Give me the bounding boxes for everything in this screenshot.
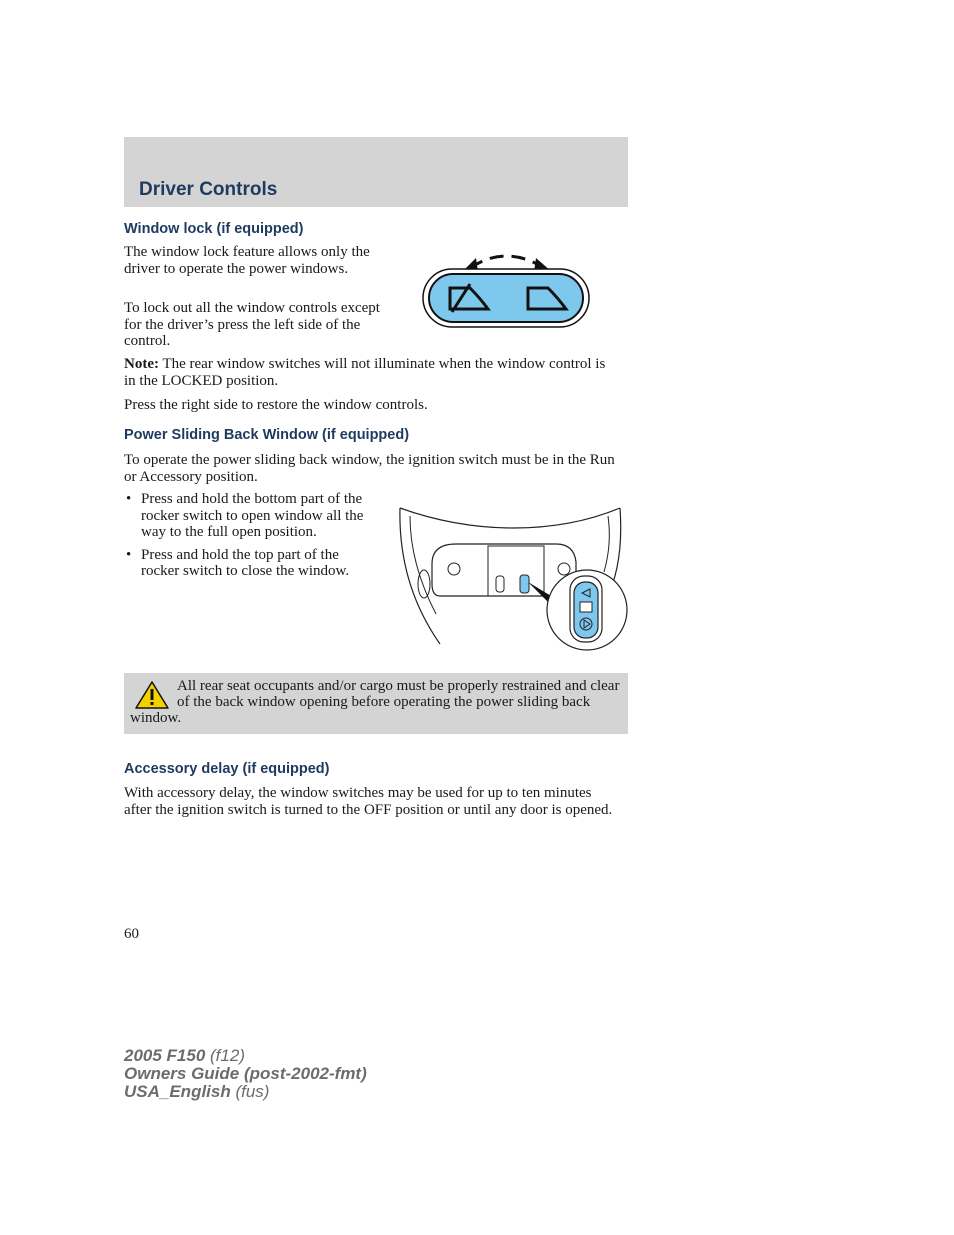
warning-box xyxy=(124,673,628,734)
window-lock-para-3: Press the right side to restore the window controls. xyxy=(124,397,428,413)
window-lock-heading: Window lock (if equipped) xyxy=(124,221,304,237)
footer-model: 2005 F150 xyxy=(124,1046,206,1065)
note-text: The rear window switches will not illuminate when the window control is in the LOCKED position. xyxy=(124,356,606,389)
section-title: Driver Controls xyxy=(139,179,278,200)
accessory-delay-heading: Accessory delay (if equipped) xyxy=(124,761,330,777)
warning-triangle-icon xyxy=(134,680,170,710)
footer-language: USA_English xyxy=(124,1082,231,1101)
footer-language-code: (fus) xyxy=(230,1082,270,1101)
accessory-delay-para: With accessory delay, the window switches may be used for up to ten minutes after the ignition switch is turned to the OFF position or until any door is opened. xyxy=(124,785,613,818)
document-footer xyxy=(124,1047,367,1101)
window-lock-switch-illustration xyxy=(418,246,594,332)
footer-line-1 xyxy=(124,1047,367,1065)
sliding-window-heading: Power Sliding Back Window (if equipped) xyxy=(124,427,410,443)
footer-line-3 xyxy=(124,1083,367,1101)
sliding-window-bullets xyxy=(124,491,378,586)
window-lock-para-2: To lock out all the window controls except for the driver’s press the left side of the control. xyxy=(124,300,380,349)
footer-line-2 xyxy=(124,1065,367,1083)
bullet-open-window: • Press and hold the bottom part of the rocker switch to open window all the way to the full open position. xyxy=(124,491,378,541)
note-label: Note: xyxy=(124,356,159,372)
overhead-console-illustration xyxy=(396,504,632,654)
page-number: 60 xyxy=(124,926,139,942)
bullet-close-window: • Press and hold the top part of the rocker switch to close the window. xyxy=(124,547,378,580)
sliding-window-intro: To operate the power sliding back window, the ignition switch must be in the Run or Accessory position. xyxy=(124,452,615,485)
window-lock-para-1: The window lock feature allows only the driver to operate the power windows. xyxy=(124,244,370,277)
window-lock-note xyxy=(124,356,614,389)
warning-text: All rear seat occupants and/or cargo must be properly restrained and clear of the back window opening before operating the power sliding back window. xyxy=(130,678,620,726)
section-header-band xyxy=(124,137,628,207)
footer-guide: Owners Guide (post-2002-fmt) xyxy=(124,1064,367,1083)
footer-model-code: (f12) xyxy=(205,1046,245,1065)
